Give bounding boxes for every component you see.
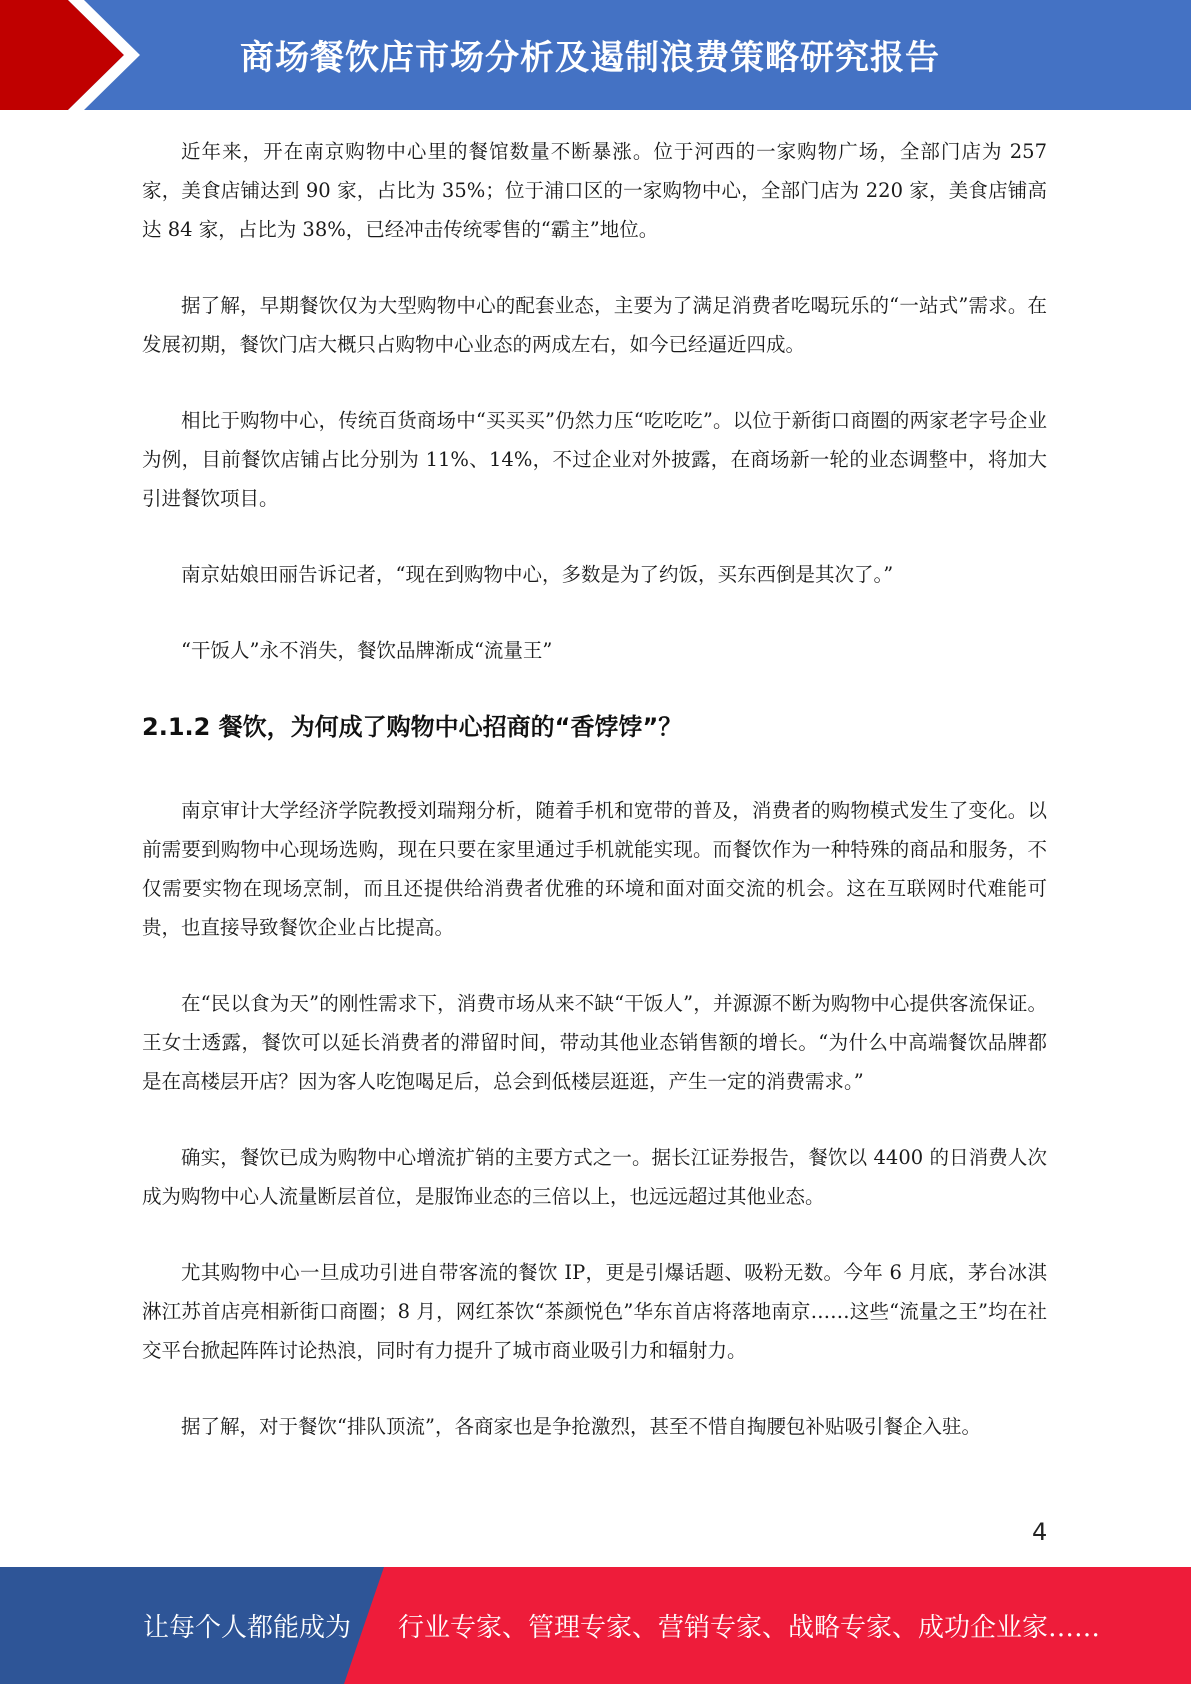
page-header: [0, 0, 1191, 110]
report-body: [142, 132, 1047, 1483]
paragraph: 近年来，开在南京购物中心里的餐馆数量不断暴涨。位于河西的一家购物广场，全部门店为 257 家，美食店铺达到 90 家，占比为 35%；位于浦口区的一家购物中心，全部门店为 220 家，美食店铺高达 84 家，占比为 38%，已经冲击传统零售的“霸主”地位。: [142, 140, 1047, 241]
document-title: 商场餐饮店市场分析及遏制浪费策略研究报告: [240, 38, 940, 78]
page-number: 4: [1032, 1518, 1048, 1546]
paragraph: 南京审计大学经济学院教授刘瑞翔分析，随着手机和宽带的普及，消费者的购物模式发生了变化。以前需要到购物中心现场选购，现在只要在家里通过手机就能实现。而餐饮作为一种特殊的商品和服务，不仅需要实物在现场烹制，而且还提供给消费者优雅的环境和面对面交流的机会。这在互联网时代难能可贵，也直接导致餐饮企业占比提高。: [142, 799, 1047, 939]
section-heading: 2.1.2 餐饮，为何成了购物中心招商的“香饽饽”？: [142, 713, 683, 741]
paragraph: 在“民以食为天”的刚性需求下，消费市场从来不缺“干饭人”，并源源不断为购物中心提供客流保证。王女士透露，餐饮可以延长消费者的滞留时间，带动其他业态销售额的增长。“为什么中高端餐饮品牌都是在高楼层开店？因为客人吃饱喝足后，总会到低楼层逛逛，产生一定的消费需求。”: [142, 992, 1047, 1093]
subtitle-line: “干饭人”永不消失，餐饮品牌渐成“流量王”: [181, 639, 553, 662]
header-chevron-icon: [0, 0, 160, 110]
paragraph: 相比于购物中心，传统百货商场中“买买买”仍然力压“吃吃吃”。以位于新街口商圈的两家老字号企业为例，目前餐饮店铺占比分别为 11%、14%，不过企业对外披露，在商场新一轮的业态调整中，将加大引进餐饮项目。: [142, 409, 1047, 510]
page-footer: [0, 1567, 1191, 1684]
paragraph: 确实，餐饮已成为购物中心增流扩销的主要方式之一。据长江证券报告，餐饮以 4400 的日消费人次成为购物中心人流量断层首位，是服饰业态的三倍以上，也远远超过其他业态。: [142, 1146, 1047, 1208]
paragraph: 据了解，早期餐饮仅为大型购物中心的配套业态，主要为了满足消费者吃喝玩乐的“一站式”需求。在发展初期，餐饮门店大概只占购物中心业态的两成左右，如今已经逼近四成。: [142, 294, 1047, 356]
paragraph: 南京姑娘田丽告诉记者，“现在到购物中心，多数是为了约饭，买东西倒是其次了。”: [181, 563, 894, 586]
paragraph: 据了解，对于餐饮“排队顶流”，各商家也是争抢激烈，甚至不惜自掏腰包补贴吸引餐企入驻。: [181, 1415, 981, 1438]
footer-slogan-right: 行业专家、管理专家、营销专家、战略专家、成功企业家……: [398, 1613, 1101, 1643]
footer-slogan-left: 让每个人都能成为: [143, 1613, 352, 1643]
paragraph: 尤其购物中心一旦成功引进自带客流的餐饮 IP，更是引爆话题、吸粉无数。今年 6 月底，茅台冰淇淋江苏首店亮相新街口商圈；8 月，网红茶饮“茶颜悦色”华东首店将落地南京……这些“流量之王”均在社交平台掀起阵阵讨论热浪，同时有力提升了城市商业吸引力和辐射力。: [142, 1261, 1047, 1362]
